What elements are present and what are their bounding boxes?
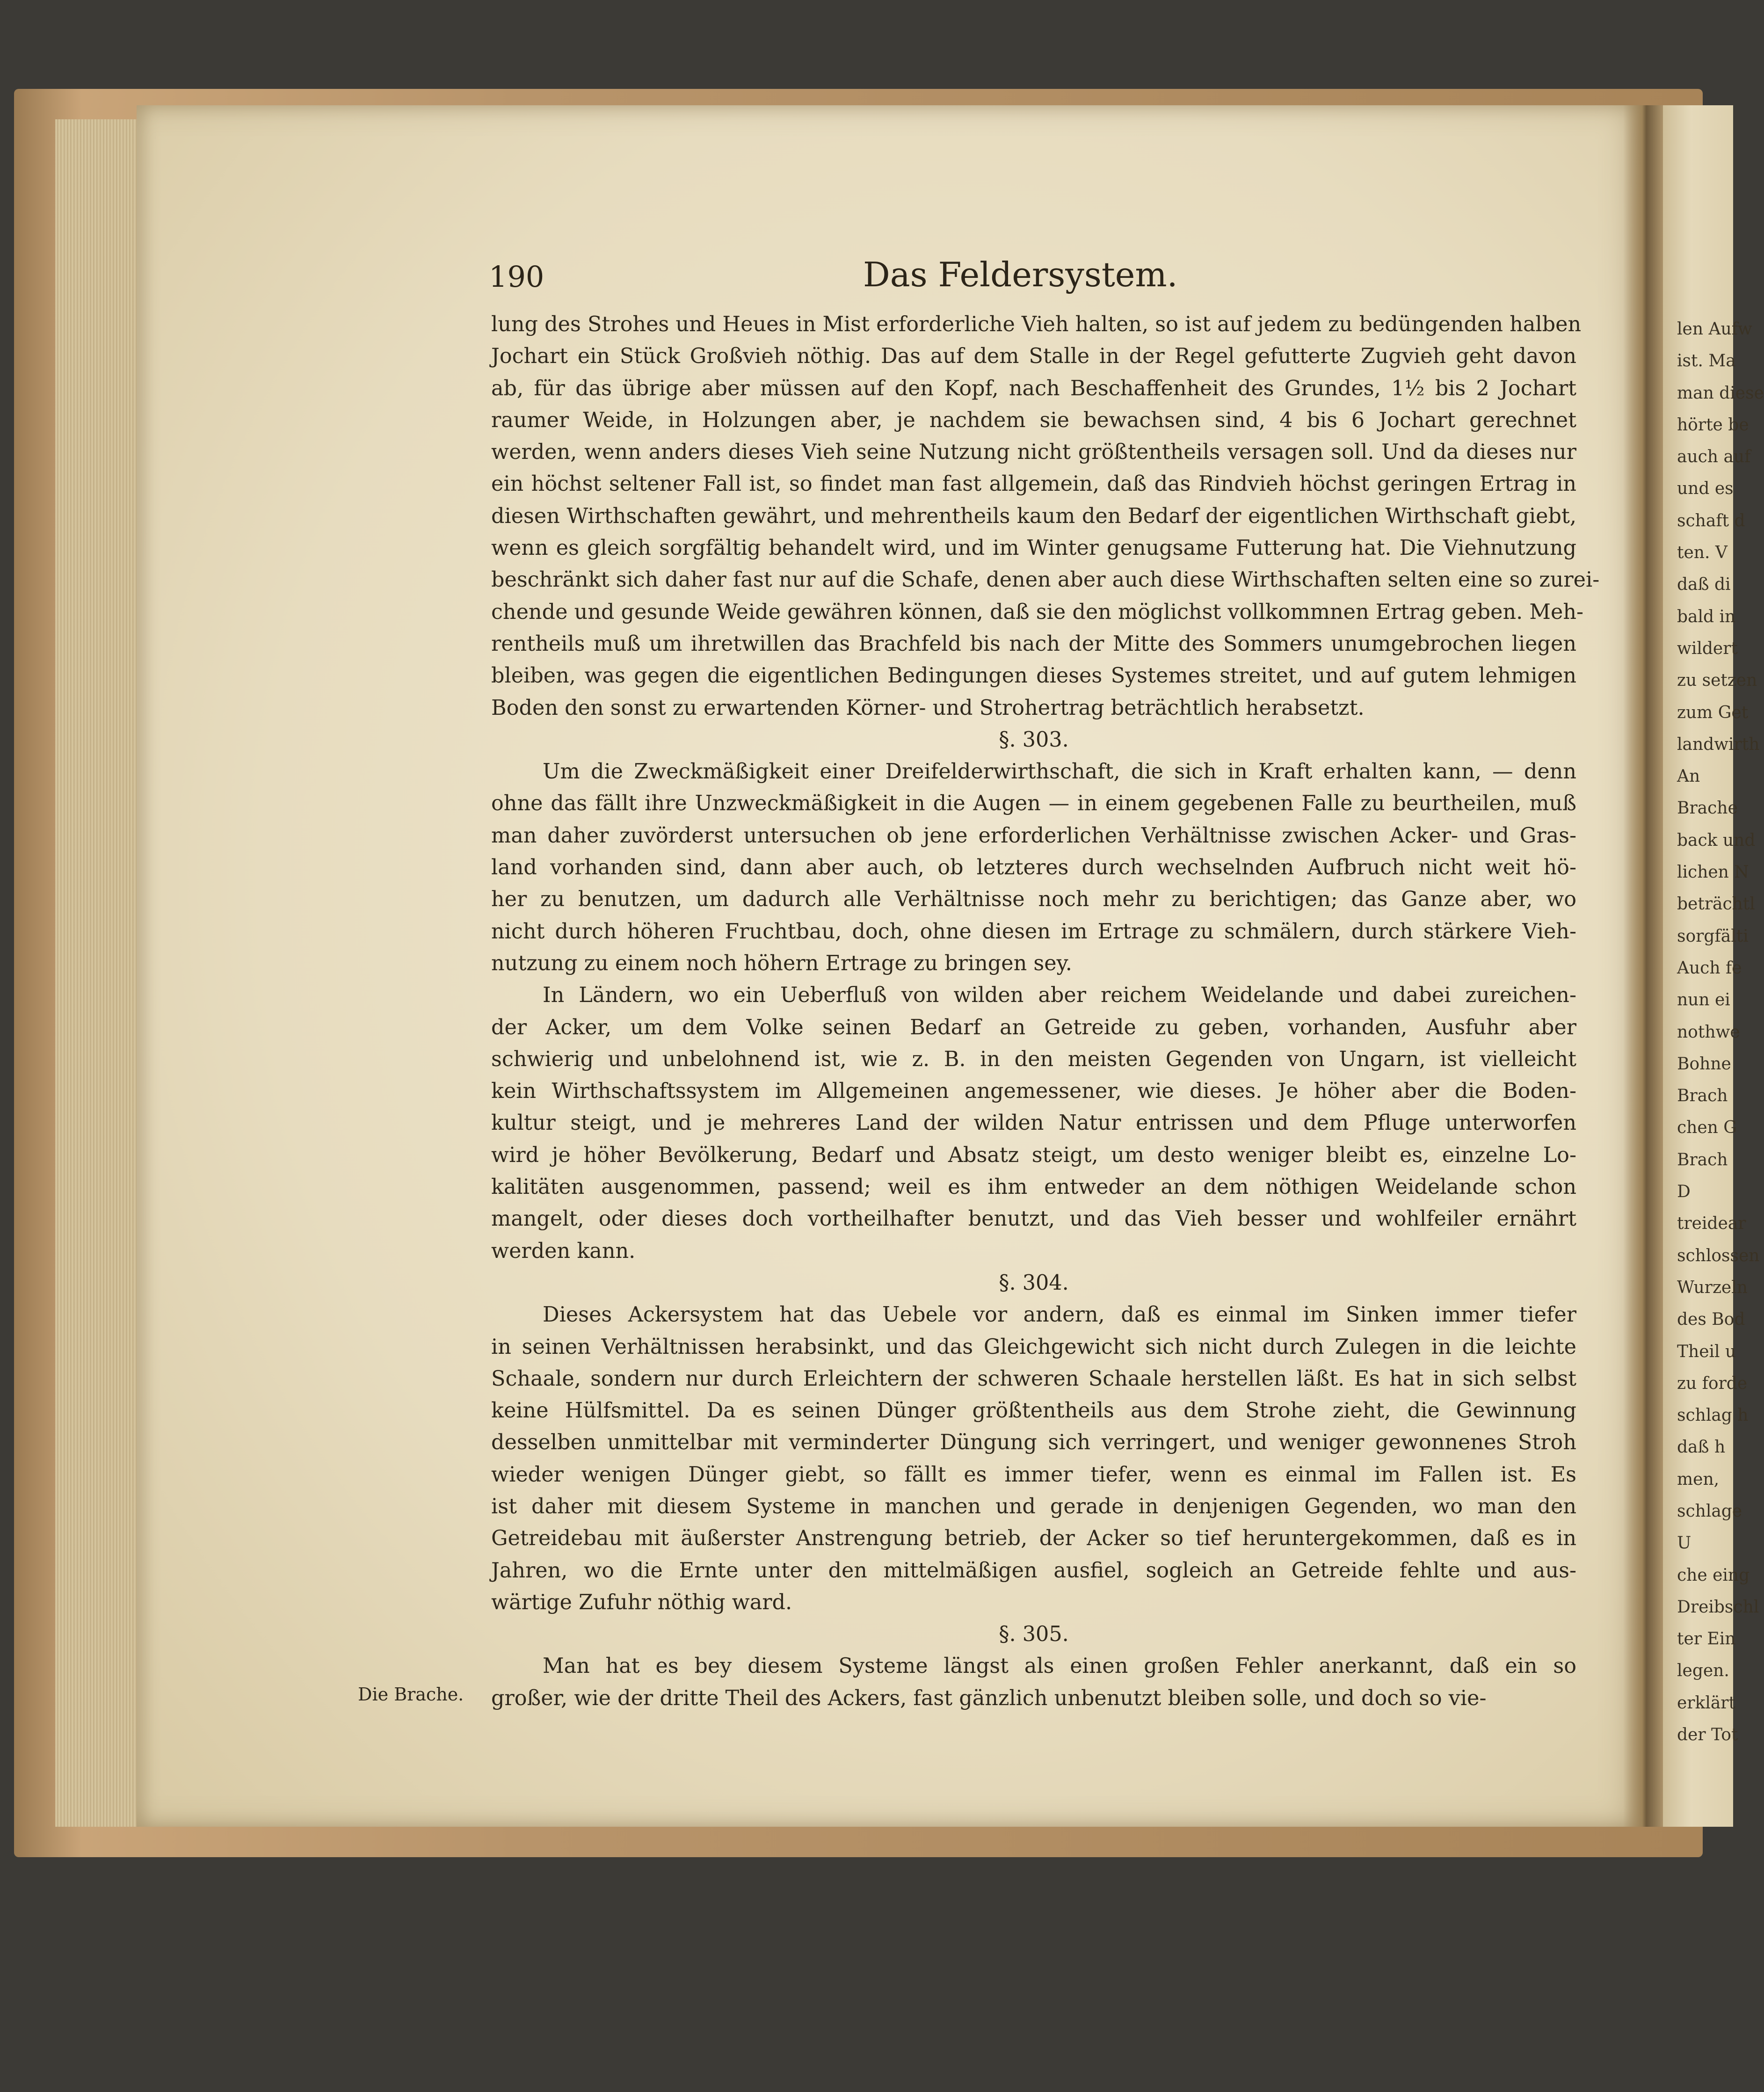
text-line: kein Wirthschaftssystem im Allgemeinen angemessener, wie dieses. Je höher aber die Boden- <box>491 1079 1576 1104</box>
facing-page-line: der Tot <box>1677 1725 1738 1745</box>
facing-page-line: An <box>1677 767 1700 786</box>
facing-page-line: schlag h <box>1677 1406 1749 1425</box>
facing-page-line: bald in <box>1677 607 1736 626</box>
text-line: mangelt, oder dieses doch vortheilhafter benutzt, und das Vieh besser und wohlfeiler ernährt <box>491 1207 1576 1231</box>
text-line: Jahren, wo die Ernte unter den mittelmäßigen ausfiel, sogleich an Getreide fehlte und aus- <box>491 1558 1576 1583</box>
text-line: Um die Zweckmäßigkeit einer Dreifelderwirthschaft, die sich in Kraft erhalten kann, — denn <box>543 760 1576 784</box>
text-line: nutzung zu einem noch höhern Ertrage zu bringen sey. <box>491 951 1072 975</box>
text-line: in seinen Verhältnissen herabsinkt, und das Gleichgewicht sich nicht durch Zulegen in die leichte <box>491 1335 1576 1359</box>
page-edges <box>55 119 141 1827</box>
text-line: kalitäten ausgenommen, passend; weil es ihm entweder an dem nöthigen Weidelande schon <box>491 1175 1576 1199</box>
text-line: ab, für das übrige aber müssen auf den Kopf, nach Beschaffenheit des Grundes, 1½ bis 2 Jochart <box>491 376 1576 400</box>
text-line: Boden den sonst zu erwartenden Körner- und Strohertrag beträchtlich herabsetzt. <box>491 696 1365 720</box>
main-text <box>491 309 1600 1714</box>
facing-page-line: daß di <box>1677 575 1731 595</box>
facing-page-line: Bohne <box>1677 1054 1731 1074</box>
facing-page-line: sorgfälti <box>1677 926 1749 946</box>
facing-page-line: und es <box>1677 479 1734 499</box>
facing-page-line: back und <box>1677 830 1756 850</box>
text-line: werden, wenn anders dieses Vieh seine Nutzung nicht größtentheils versagen soll. Und da dieses nur <box>491 440 1576 465</box>
text-line: ist daher mit diesem Systeme in manchen und gerade in denjenigen Gegenden, wo man den <box>491 1494 1576 1518</box>
section-heading: §. 303. <box>999 727 1069 752</box>
facing-page-line: daß h <box>1677 1438 1726 1457</box>
text-line: Jochart ein Stück Großvieh nöthig. Das auf dem Stalle in der Regel gefutterte Zugvieh geht davon <box>491 344 1576 369</box>
text-line: raumer Weide, in Holzungen aber, je nachdem sie bewachsen sind, 4 bis 6 Jochart gerechnet <box>491 408 1576 432</box>
facing-page-line: men, <box>1677 1469 1720 1489</box>
text-line: nicht durch höheren Fruchtbau, doch, ohne diesen im Ertrage zu schmälern, durch stärkere Vieh- <box>491 919 1576 944</box>
facing-page-text <box>1663 313 1764 1751</box>
facing-page-line: D <box>1677 1182 1691 1202</box>
text-line: lung des Strohes und Heues in Mist erforderliche Vieh halten, so ist auf jedem zu bedüngenden halben <box>491 312 1582 336</box>
page-number: 190 <box>489 260 544 294</box>
facing-page-line: Theil u <box>1677 1342 1736 1361</box>
marginal-note: Die Brache. <box>358 1684 464 1705</box>
facing-page-line: schlossen <box>1677 1246 1760 1265</box>
text-line: rentheils muß um ihretwillen das Brachfeld bis nach der Mitte des Sommers unumgebrochen liegen <box>491 632 1576 656</box>
facing-page-line: Brach <box>1677 1086 1728 1106</box>
section-heading: §. 304. <box>999 1271 1069 1295</box>
text-line: wärtige Zufuhr nöthig ward. <box>491 1590 792 1614</box>
text-line: Dieses Ackersystem hat das Uebele vor andern, daß es einmal im Sinken immer tiefer <box>543 1303 1576 1327</box>
text-line: Getreidebau mit äußerster Anstrengung betrieb, der Acker so tief heruntergekommen, daß es in <box>491 1526 1576 1551</box>
facing-page-line: des Bod <box>1677 1310 1745 1329</box>
facing-page-line: Brach <box>1677 1150 1728 1169</box>
running-title: Das Feldersystem. <box>863 255 1178 294</box>
facing-page-line: legen. <box>1677 1661 1729 1681</box>
facing-page-line: zu setzen <box>1677 671 1757 690</box>
text-line: wenn es gleich sorgfältig behandelt wird, und im Winter genugsame Futterung hat. Die Viehnutzung <box>491 536 1576 560</box>
text-line: Man hat es bey diesem Systeme längst als einen großen Fehler anerkannt, daß ein so <box>543 1654 1576 1678</box>
section-heading: §. 305. <box>999 1622 1069 1647</box>
facing-page-line: ter Ein <box>1677 1629 1736 1649</box>
text-line: ohne das fällt ihre Unzweckmäßigkeit in die Augen — in einem gegebenen Falle zu beurtheilen, muß <box>491 792 1576 816</box>
facing-page-line: U <box>1677 1533 1691 1553</box>
text-line: desselben unmittelbar mit verminderter Düngung sich verringert, und weniger gewonnenes Stroh <box>491 1431 1576 1455</box>
text-line: der Acker, um dem Volke seinen Bedarf an Getreide zu geben, vorhanden, Ausfuhr aber <box>491 1015 1576 1039</box>
text-line: Schaale, sondern nur durch Erleichtern der schweren Schaale herstellen läßt. Es hat in sich selbst <box>491 1366 1576 1391</box>
facing-page-line: che eing <box>1677 1565 1750 1585</box>
text-line: wieder wenigen Dünger giebt, so fällt es immer tiefer, wenn es einmal im Fallen ist. Es <box>491 1462 1576 1487</box>
facing-page-line: auch auf <box>1677 447 1751 467</box>
facing-page-line: treidear <box>1677 1214 1746 1234</box>
text-line: In Ländern, wo ein Ueberfluß von wilden aber reichem Weidelande und dabei zureichen- <box>543 983 1576 1008</box>
facing-page-line: hörte be <box>1677 415 1749 435</box>
facing-page-line: zum Get <box>1677 703 1749 722</box>
facing-page-line: ist. Ma <box>1677 351 1736 371</box>
facing-page-line: schaft d <box>1677 511 1745 530</box>
facing-page-line: Brache <box>1677 799 1738 818</box>
facing-page-line: len Aufw <box>1677 320 1752 339</box>
facing-page-line: Wurzeln <box>1677 1278 1748 1297</box>
text-line: kultur steigt, und je mehreres Land der wilden Natur entrissen und dem Pfluge unterworfen <box>491 1111 1576 1135</box>
text-line: diesen Wirthschaften gewährt, und mehrentheils kaum den Bedarf der eigentlichen Wirthschaft giebt, <box>491 504 1576 528</box>
facing-page-line: chen G <box>1677 1118 1737 1138</box>
facing-page-line: landwirth <box>1677 734 1760 754</box>
facing-page-line: nothwe <box>1677 1022 1740 1042</box>
book-gutter <box>1623 105 1665 1827</box>
text-line: werden kann. <box>491 1239 636 1263</box>
facing-page-line: zu forde <box>1677 1373 1748 1393</box>
facing-page <box>1663 105 1764 1827</box>
facing-page-line: man diese <box>1677 383 1764 403</box>
text-line: beschränkt sich daher fast nur auf die Schafe, denen aber auch diese Wirthschaften selten eine so zurei- <box>491 568 1600 592</box>
text-line: keine Hülfsmittel. Da es seinen Dünger größtentheils aus dem Strohe zieht, die Gewinnung <box>491 1399 1576 1423</box>
facing-page-line: ten. V <box>1677 543 1728 563</box>
facing-page-line: Dreibschl <box>1677 1597 1759 1617</box>
text-line: schwierig und unbelohnend ist, wie z. B. in den meisten Gegenden von Ungarn, ist vielleicht <box>491 1047 1576 1071</box>
text-line: ein höchst seltener Fall ist, so findet man fast allgemein, daß das Rindvieh höchst geringen Ertrag in <box>491 472 1576 496</box>
facing-page-line: beträchtl <box>1677 894 1755 914</box>
text-line: man daher zuvörderst untersuchen ob jene erforderlichen Verhältnisse zwischen Acker- und Gras- <box>491 823 1576 848</box>
text-line: großer, wie der dritte Theil des Ackers, fast gänzlich unbenutzt bleiben solle, und doch so vie- <box>491 1686 1487 1710</box>
facing-page-line: schlage <box>1677 1501 1742 1521</box>
facing-page-line: lichen N <box>1677 863 1749 882</box>
text-line: her zu benutzen, um dadurch alle Verhältnisse noch mehr zu berichtigen; das Ganze aber, wo <box>491 887 1576 912</box>
facing-page-line: Auch fe <box>1677 958 1742 978</box>
facing-page-line: wildert <box>1677 639 1738 658</box>
text-line: bleiben, was gegen die eigentlichen Bedingungen dieses Systemes streitet, und auf gutem lehmigen <box>491 664 1576 688</box>
facing-page-line: nun ei <box>1677 990 1730 1010</box>
text-line: wird je höher Bevölkerung, Bedarf und Absatz steigt, um desto weniger bleibt es, einzelne Lo- <box>491 1143 1576 1167</box>
text-line: land vorhanden sind, dann aber auch, ob letzteres durch wechselnden Aufbruch nicht weit hö- <box>491 856 1576 880</box>
facing-page-line: erklärt <box>1677 1693 1735 1713</box>
text-line: chende und gesunde Weide gewähren können, daß sie den möglichst vollkommnen Ertrag geben. Meh- <box>491 600 1584 624</box>
